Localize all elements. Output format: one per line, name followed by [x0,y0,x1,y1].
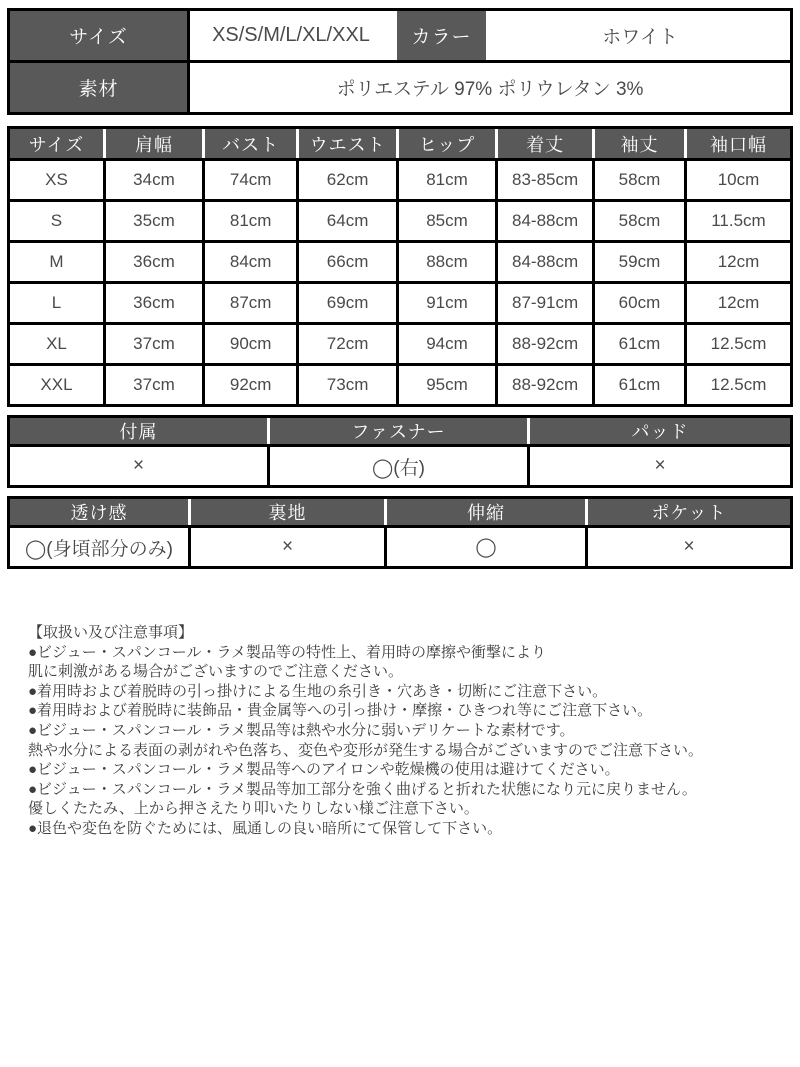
size-chart-table [7,126,793,407]
value-sheerness: ◯(身頃部分のみ) [10,528,191,566]
material-value: ポリエステル 97% ポリウレタン 3% [190,63,790,112]
spec1-value-row [10,447,790,485]
cell: 69cm [299,284,398,322]
info-row-material [10,60,790,112]
cell: 92cm [205,366,299,404]
note-line: ●ビジュー・スパンコール・ラメ製品等へのアイロンや乾燥機の使用は避けてください。 [28,761,620,779]
value-fastener: ◯(右) [270,447,530,485]
cell: 35cm [106,202,205,240]
col-header-size: サイズ [10,129,106,158]
cell: 87-91cm [498,284,595,322]
cell: 85cm [399,202,498,240]
cell: 94cm [399,325,498,363]
header-stretch: 伸縮 [387,499,588,525]
cell: 84-88cm [498,243,595,281]
cell: 74cm [205,161,299,199]
cell: 12cm [717,252,760,271]
cell: 62cm [299,161,398,199]
cell: 81cm [399,161,498,199]
material-label: 素材 [10,63,190,112]
header-sheerness: 透け感 [10,499,191,525]
color-value: ホワイト [490,11,790,60]
header-accessory: 付属 [10,418,270,444]
size-value: XS/S/M/L/XL/XXL [190,11,392,60]
spec-table-fabric [7,496,793,569]
note-line: ●着用時および着脱時に装飾品・貴金属等への引っ掛け・摩擦・ひきつれ等にご注意下さい。 [28,702,653,720]
value-accessory: × [10,447,270,485]
table-row-l [10,284,790,325]
col-header-shoulder: 肩幅 [106,129,205,158]
cell: 88cm [399,243,498,281]
cell: 84cm [205,243,299,281]
note-line: ●ビジュー・スパンコール・ラメ製品等の特性上、着用時の摩擦や衝撃により [28,643,547,661]
cell: 88-92cm [498,325,595,363]
col-header-cuff: 袖口幅 [709,134,767,155]
spec2-value-row [10,528,790,566]
cell: L [10,284,106,322]
cell: XXL [10,366,106,404]
cell: 12.5cm [710,334,767,353]
col-header-hip: ヒップ [399,129,498,158]
cell: 88-92cm [498,366,595,404]
header-pad: パッド [631,422,689,442]
notes-title: 【取扱い及び注意事項】 [28,624,194,641]
col-header-length: 着丈 [498,129,595,158]
cell: 60cm [595,284,687,322]
cell: 11.5cm [711,211,766,230]
cell: XS [10,161,106,199]
cell: S [10,202,106,240]
col-header-sleeve: 袖丈 [595,129,687,158]
cell: 61cm [595,325,687,363]
note-line: 熱や水分による表面の剥がれや色落ち、変色や変形が発生する場合がございますのでご注意下さい。 [28,741,704,759]
value-lining: × [191,528,387,566]
note-line: 肌に刺激がある場合がございますのでご注意ください。 [28,663,404,681]
header-lining: 裏地 [191,499,387,525]
spec1-header-row [10,418,790,447]
cell: 66cm [299,243,398,281]
cell: 73cm [299,366,398,404]
cell: 10cm [717,170,760,189]
col-header-bust: バスト [205,129,299,158]
cell: 61cm [595,366,687,404]
cell: M [10,243,106,281]
value-stretch: ◯ [387,528,588,566]
care-notes [28,623,793,839]
cell: 87cm [205,284,299,322]
cell: 37cm [106,325,205,363]
cell: 12cm [717,293,760,312]
table-row-xs [10,161,790,202]
table-row-xl [10,325,790,366]
cell: 12.5cm [710,375,767,394]
value-pad: × [654,455,666,476]
note-line: 優しくたたみ、上から押さえたり叩いたりしない様ご注意下さい。 [28,800,479,818]
cell: 90cm [205,325,299,363]
cell: 36cm [106,243,205,281]
cell: XL [10,325,106,363]
value-pocket: × [683,536,695,557]
header-fastener: ファスナー [270,418,530,444]
note-line: ●退色や変色を防ぐためには、風通しの良い暗所にて保管して下さい。 [28,819,503,837]
cell: 64cm [299,202,398,240]
cell: 91cm [399,284,498,322]
cell: 81cm [205,202,299,240]
spec-table-fastener [7,415,793,488]
cell: 58cm [595,161,687,199]
cell: 84-88cm [498,202,595,240]
cell: 72cm [299,325,398,363]
cell: 59cm [595,243,687,281]
cell: 36cm [106,284,205,322]
table-row-m [10,243,790,284]
table-row-xxl [10,366,790,404]
note-line: ●着用時および着脱時の引っ掛けによる生地の糸引き・穴あき・切断にご注意下さい。 [28,682,608,700]
size-label: サイズ [10,11,190,60]
cell: 58cm [595,202,687,240]
header-pocket: ポケット [651,503,727,523]
col-header-waist: ウエスト [299,129,398,158]
cell: 37cm [106,366,205,404]
cell: 34cm [106,161,205,199]
cell: 83-85cm [498,161,595,199]
note-line: ●ビジュー・スパンコール・ラメ製品等加工部分を強く曲げると折れた状態になり元に戻りません。 [28,780,697,798]
info-row-size-color [10,11,790,60]
product-info-table [7,8,793,115]
table-row-s [10,202,790,243]
spec2-header-row [10,499,790,528]
note-line: ●ビジュー・スパンコール・ラメ製品等は熱や水分に弱いデリケートな素材です。 [28,721,575,739]
size-chart-header-row [10,129,790,161]
color-label: カラー [392,11,490,60]
cell: 95cm [399,366,498,404]
